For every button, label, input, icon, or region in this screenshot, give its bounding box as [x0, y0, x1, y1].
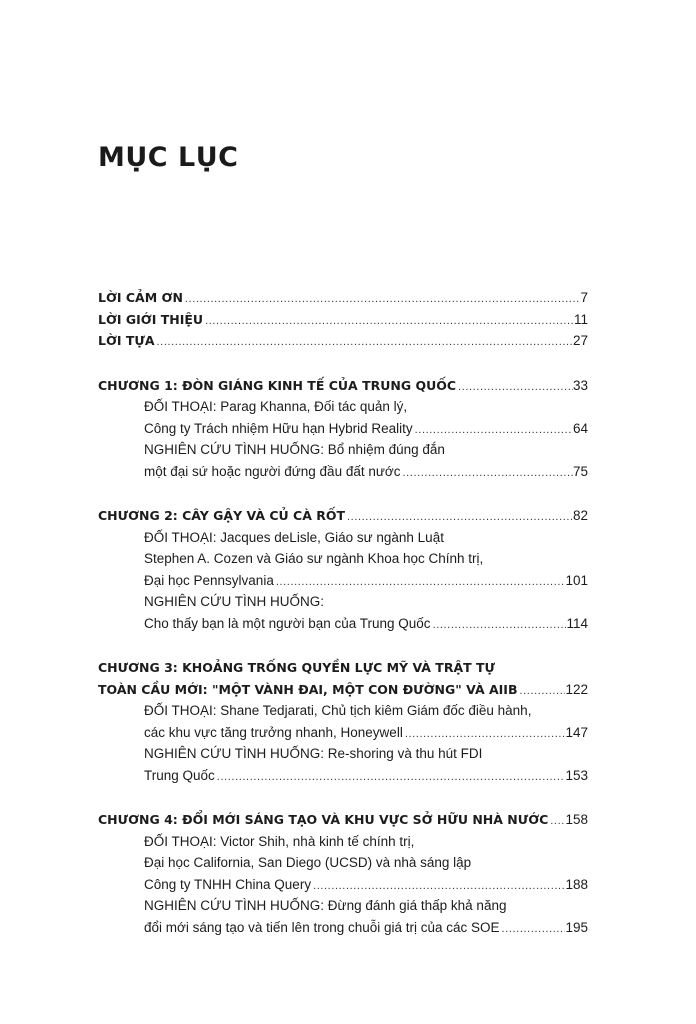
chapter-2-block: [98, 505, 588, 634]
dot-leader: [274, 572, 566, 592]
toc-entry-line[interactable]: [98, 895, 588, 917]
entry-text: Cho thấy bạn là một người bạn của Trung Quốc: [144, 615, 431, 631]
toc-entry-line[interactable]: [98, 396, 588, 418]
toc-entry-line[interactable]: [98, 831, 588, 853]
dot-leader: [403, 724, 566, 744]
dot-leader: [456, 377, 573, 397]
entry-text: ĐỐI THOẠI: Jacques deLisle, Giáo sư ngành Luật: [144, 529, 444, 545]
page-number: 147: [565, 724, 588, 740]
dot-leader: [413, 420, 573, 440]
entry-text: NGHIÊN CỨU TÌNH HUỐNG: Bổ nhiệm đúng đắn: [144, 442, 445, 457]
toc-entry-chapter-2[interactable]: [98, 505, 588, 527]
chapter-1-block: [98, 375, 588, 483]
page-number: 153: [565, 767, 588, 783]
chapter-heading: CHƯƠNG 3: KHOẢNG TRỐNG QUYỀN LỰC MỸ VÀ TRẬT TỰ: [98, 660, 495, 675]
page-number: 122: [565, 681, 588, 697]
toc-entry-line[interactable]: [98, 874, 588, 896]
entry-text: Trung Quốc: [144, 767, 215, 783]
page-number: 27: [572, 333, 588, 348]
toc-entry-line[interactable]: [98, 418, 588, 440]
dot-leader: [183, 289, 581, 309]
dot-leader: [431, 615, 567, 635]
entry-text: Công ty TNHH China Query: [144, 876, 312, 892]
toc-entry-chapter-1[interactable]: [98, 375, 588, 397]
front-matter: [98, 287, 588, 352]
entry-text: ĐỐI THOẠI: Parag Khanna, Đối tác quản lý,: [144, 399, 408, 414]
toc-entry-line[interactable]: [98, 765, 588, 787]
entry-text: ĐỐI THOẠI: Shane Tedjarati, Chủ tịch kiêm Giám đốc điều hành,: [144, 703, 532, 718]
toc-entry-line[interactable]: [98, 700, 588, 722]
entry-text: NGHIÊN CỨU TÌNH HUỐNG: Re-shoring và thu hút FDI: [144, 746, 483, 761]
entry-text: Công ty Trách nhiệm Hữu hạn Hybrid Reality: [144, 420, 413, 436]
page-number: 64: [572, 420, 588, 436]
toc-entry-line[interactable]: [98, 527, 588, 549]
page-number: 11: [573, 311, 588, 327]
dot-leader: [345, 507, 573, 527]
entry-label: LỜI GIỚI THIỆU: [98, 311, 204, 327]
page-number: 114: [566, 615, 588, 631]
toc-entry-chapter-3[interactable]: [98, 657, 588, 679]
chapter-heading: TOÀN CẦU MỚI: "MỘT VÀNH ĐAI, MỘT CON ĐƯỜNG" VÀ AIIB: [98, 681, 518, 697]
toc-entry-line[interactable]: [98, 722, 588, 744]
toc-entry-line[interactable]: [98, 613, 588, 635]
toc-entry-preface[interactable]: [98, 330, 588, 352]
chapter-heading: CHƯƠNG 1: ĐÒN GIÁNG KINH TẾ CỦA TRUNG QUỐC: [98, 377, 457, 393]
page-number: 82: [572, 508, 588, 523]
toc-entry-line[interactable]: [98, 461, 588, 483]
dot-leader: [203, 311, 574, 331]
page-number: 195: [565, 919, 588, 935]
toc-entry-line[interactable]: [98, 548, 588, 570]
dot-leader: [401, 463, 573, 483]
dot-leader: [500, 919, 566, 939]
toc-entry-chapter-4[interactable]: [98, 809, 588, 831]
dot-leader: [215, 767, 566, 787]
chapter-heading: CHƯƠNG 2: CÂY GẬY VÀ CỦ CÀ RỐT: [98, 508, 346, 523]
page-number: 33: [572, 377, 588, 393]
toc-entry-line[interactable]: [98, 917, 588, 939]
entry-text: ĐỐI THOẠI: Victor Shih, nhà kinh tế chính trị,: [144, 833, 415, 849]
toc-entry-acknowledgements[interactable]: [98, 287, 588, 309]
page-number: 75: [572, 463, 588, 479]
page-number: 188: [565, 876, 588, 892]
entry-text: NGHIÊN CỨU TÌNH HUỐNG:: [144, 594, 325, 609]
dot-leader: [517, 681, 565, 701]
entry-text: Stephen A. Cozen và Giáo sư ngành Khoa học Chính trị,: [144, 551, 484, 566]
page-number: 158: [565, 812, 588, 827]
page-title: MỤC LỤC: [98, 142, 239, 173]
entry-text: đổi mới sáng tạo và tiến lên trong chuỗi giá trị của các SOE: [144, 919, 500, 935]
dot-leader: [155, 332, 573, 352]
entry-text: các khu vực tăng trưởng nhanh, Honeywell: [144, 724, 403, 740]
table-of-contents: [98, 287, 588, 938]
entry-text: một đại sứ hoặc người đứng đầu đất nước: [144, 463, 401, 479]
entry-text: Đại học Pennsylvania: [144, 572, 274, 588]
entry-label: LỜI TỰA: [98, 333, 155, 348]
toc-entry-line[interactable]: [98, 570, 588, 592]
toc-entry-line[interactable]: [98, 439, 588, 461]
dot-leader: [311, 876, 565, 896]
page-number: 101: [565, 572, 588, 588]
toc-entry-line[interactable]: [98, 743, 588, 765]
chapter-3-block: [98, 657, 588, 786]
page-number: 7: [580, 290, 588, 305]
chapter-heading: CHƯƠNG 4: ĐỔI MỚI SÁNG TẠO VÀ KHU VỰC SỞ HỮU NHÀ NƯỚC: [98, 812, 549, 827]
toc-entry-line[interactable]: [98, 852, 588, 874]
entry-text: Đại học California, San Diego (UCSD) và nhà sáng lập: [144, 855, 472, 870]
chapter-4-block: [98, 809, 588, 938]
entry-text: NGHIÊN CỨU TÌNH HUỐNG: Đừng đánh giá thấp khả năng: [144, 898, 507, 913]
toc-entry-chapter-3-cont[interactable]: [98, 679, 588, 701]
toc-entry-introduction[interactable]: [98, 309, 588, 331]
toc-entry-line[interactable]: [98, 591, 588, 613]
entry-label: LỜI CẢM ƠN: [98, 290, 183, 305]
dot-leader: [548, 811, 565, 831]
